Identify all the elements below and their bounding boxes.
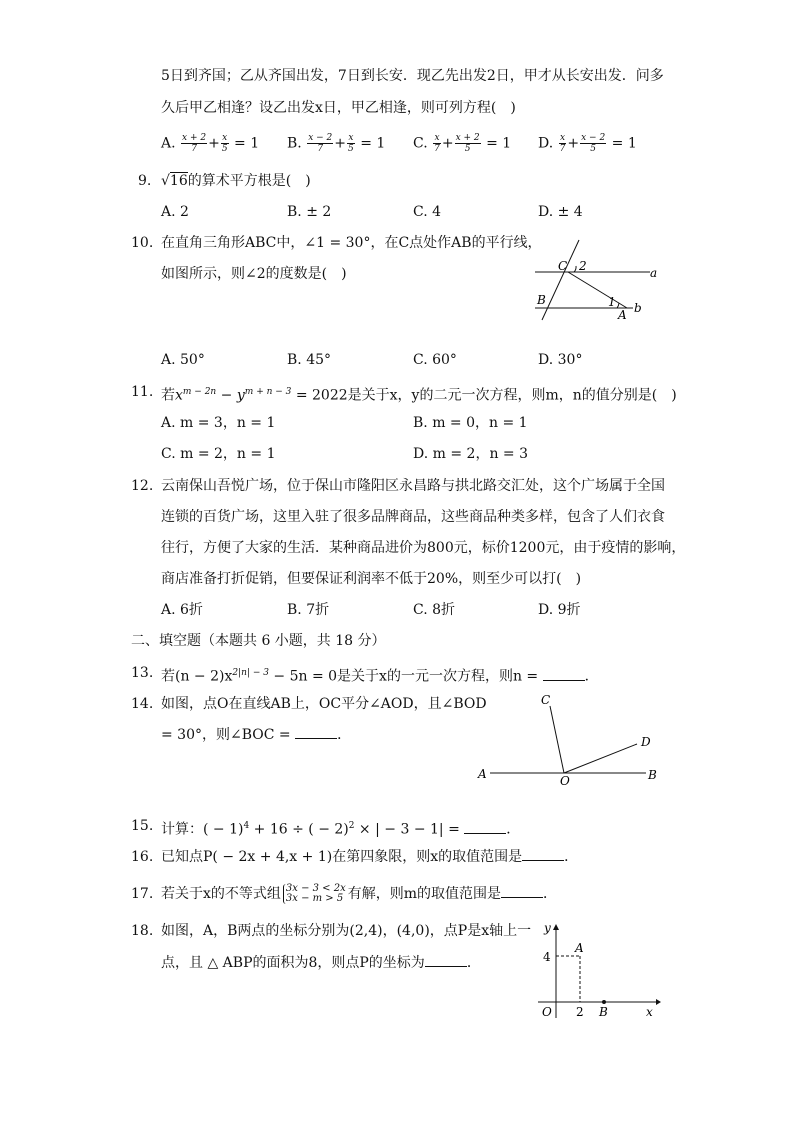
x-axis-arrow [656, 999, 661, 1005]
q11-option-a[interactable]: A. m = 3，n = 1 [161, 415, 276, 431]
label-c: C [558, 259, 568, 273]
label-1: 1 [608, 295, 616, 309]
sqrt-symbol: √ [161, 173, 170, 189]
q8-line2: 久后甲乙相逢？设乙出发x日，甲乙相逢，则可列方程( ) [161, 100, 516, 116]
q9-option-b[interactable]: B. ± 2 [287, 204, 332, 220]
q18-line2: 点，且 △ ABP的面积为8，则点P的坐标为 ． [161, 955, 481, 971]
q10-line1: 在直角三角形ABC中，∠1 = 30°，在C点处作AB的平行线， [161, 235, 542, 251]
q16-number: 16. [131, 849, 154, 865]
label-b-point: B [537, 293, 546, 307]
label-a: A [575, 941, 584, 955]
q9-option-d[interactable]: D. ± 4 [538, 204, 583, 220]
label-2: 2 [576, 1005, 584, 1019]
q12-option-b[interactable]: B. 7折 [287, 602, 330, 618]
label-4: 4 [543, 950, 551, 964]
label-b-line: b [634, 301, 642, 315]
q18-figure [532, 918, 662, 1022]
label-b: B [599, 1005, 608, 1019]
q11-option-c[interactable]: C. m = 2，n = 1 [161, 446, 276, 462]
label-d: D [641, 735, 651, 749]
q11-option-d[interactable]: D. m = 2，n = 3 [413, 446, 528, 462]
q10-line2: 如图所示，则∠2的度数是( ) [161, 266, 347, 282]
q14-line1: 如图，点O在直线AB上，OC平分∠AOD，且∠BOD [161, 696, 487, 712]
label-2: 2 [579, 259, 587, 273]
angle-2-arc [574, 266, 576, 272]
q10-option-b[interactable]: B. 45° [287, 352, 332, 368]
q10-option-d[interactable]: D. 30° [538, 352, 583, 368]
q9-radicand: 16 [169, 173, 188, 189]
q14-line2: = 30°，则∠BOC = ． [161, 727, 352, 743]
q16-stem: 已知点P( − 2x + 4,x + 1)在第四象限，则x的取值范围是 ． [161, 849, 579, 865]
fraction: $\frac{x + 2}{5}$ [455, 133, 480, 154]
fraction: $\frac{x - 2}{5}$ [581, 133, 606, 154]
answer-blank[interactable] [522, 848, 564, 861]
answer-blank[interactable] [543, 668, 585, 681]
section-heading: 二、填空题（本题共 6 小题，共 18 分） [131, 633, 386, 649]
label-y: y [544, 921, 551, 935]
q18-number: 18. [131, 923, 154, 939]
label-a: A [478, 767, 487, 781]
q14-figure [474, 688, 664, 788]
q15-stem: 计算：( − 1)$^4$ + 16 ÷ ( − 2)$^2$ × | − 3 − 1| = ． [161, 821, 521, 838]
ray-od [564, 744, 637, 773]
q12-option-a[interactable]: A. 6折 [161, 602, 203, 618]
fraction: $\frac{x}{7}$ [559, 133, 566, 154]
point-b [602, 1000, 606, 1004]
q10-number: 10. [131, 235, 154, 251]
q12-option-d[interactable]: D. 9折 [538, 602, 581, 618]
fraction: $\frac{x}{7}$ [434, 133, 440, 154]
q14-number: 14. [131, 696, 154, 712]
q12-option-c[interactable]: C. 8折 [413, 602, 456, 618]
ray-oc [550, 706, 564, 773]
q12-number: 12. [131, 478, 154, 494]
y-axis-arrow [553, 924, 559, 930]
label-a-line: a [650, 266, 658, 280]
q17-number: 17. [131, 886, 154, 902]
label-b: B [648, 768, 657, 782]
q12-line4: 商店准备打折促销，但要保证利润率不低于20%，则至少可以打( ) [161, 571, 582, 587]
q8-option-c[interactable]: C. $\frac{x}{7}$ + $\frac{x + 2}{5}$ = 1 [413, 133, 512, 154]
q8-option-a[interactable]: A. $\frac{x + 2}{7}$ + $\frac{x}{5}$ = 1 [161, 133, 260, 154]
label-x: x [646, 1005, 653, 1019]
fraction: $\frac{x - 2}{7}$ [308, 133, 333, 154]
q12-line2: 连锁的百货广场，这里入驻了很多品牌商品，这些商品种类多样，包含了人们衣食 [161, 509, 665, 525]
q8-option-b[interactable]: B. $\frac{x - 2}{7}$ + $\frac{x}{5}$ = 1 [287, 133, 386, 154]
q10-option-c[interactable]: C. 60° [413, 352, 457, 368]
answer-blank[interactable] [464, 821, 506, 834]
fraction: $\frac{x + 2}{7}$ [182, 133, 207, 154]
q10-figure [530, 232, 670, 327]
q17-stem: 若关于x的不等式组 3x − 3 < 2x 3x − m > 5 有解，则m的取值范围是 ． [161, 883, 558, 904]
q8-option-d[interactable]: D. $\frac{x}{7}$ + $\frac{x - 2}{5}$ = 1 [538, 133, 637, 154]
q11-option-b[interactable]: B. m = 0，n = 1 [413, 415, 528, 431]
q11-number: 11. [131, 384, 154, 400]
label-a-point: A [618, 308, 627, 322]
answer-blank[interactable] [425, 954, 467, 967]
fraction: $\frac{x}{5}$ [348, 133, 354, 154]
answer-blank[interactable] [501, 885, 543, 898]
fraction: $\frac{x}{5}$ [221, 133, 228, 154]
q18-line1: 如图，A，B两点的坐标分别为(2,4)，(4,0)，点P是x轴上一 [161, 923, 532, 939]
label-o: O [542, 1005, 552, 1019]
inequality-system: 3x − 3 < 2x 3x − m > 5 [283, 884, 346, 904]
q12-line1: 云南保山吾悦广场，位于保山市隆阳区永昌路与拱北路交汇处，这个广场属于全国 [161, 478, 665, 494]
q13-stem: 若$(n - 2)x^{2|n| - 3} - 5n = 0$是关于x的一元一次方程，则n = ． [161, 668, 599, 685]
q9-number: 9. [138, 173, 152, 189]
answer-blank[interactable] [295, 726, 337, 739]
q12-line3: 往行，方便了大家的生活．某种商品进价为800元，标价1200元，由于疫情的影响， [161, 540, 686, 556]
q13-number: 13. [131, 665, 154, 681]
q9-stem: √16的算术平方根是( ) [161, 173, 311, 189]
q8-line1: 5日到齐国；乙从齐国出发，7日到长安．现乙先出发2日，甲才从长安出发．问多 [161, 68, 664, 84]
line-ca [568, 272, 627, 308]
q9-option-c[interactable]: C. 4 [413, 204, 442, 220]
label-c: C [541, 693, 551, 707]
q10-option-a[interactable]: A. 50° [161, 352, 205, 368]
q15-number: 15. [131, 818, 154, 834]
label-o: O [560, 774, 570, 788]
q11-stem: 若$x^{m - 2n} - y^{m + n - 3} = 2022$是关于x，y的二元一次方程，则m，n的值分别是( ) [161, 387, 677, 404]
q9-option-a[interactable]: A. 2 [161, 204, 189, 220]
